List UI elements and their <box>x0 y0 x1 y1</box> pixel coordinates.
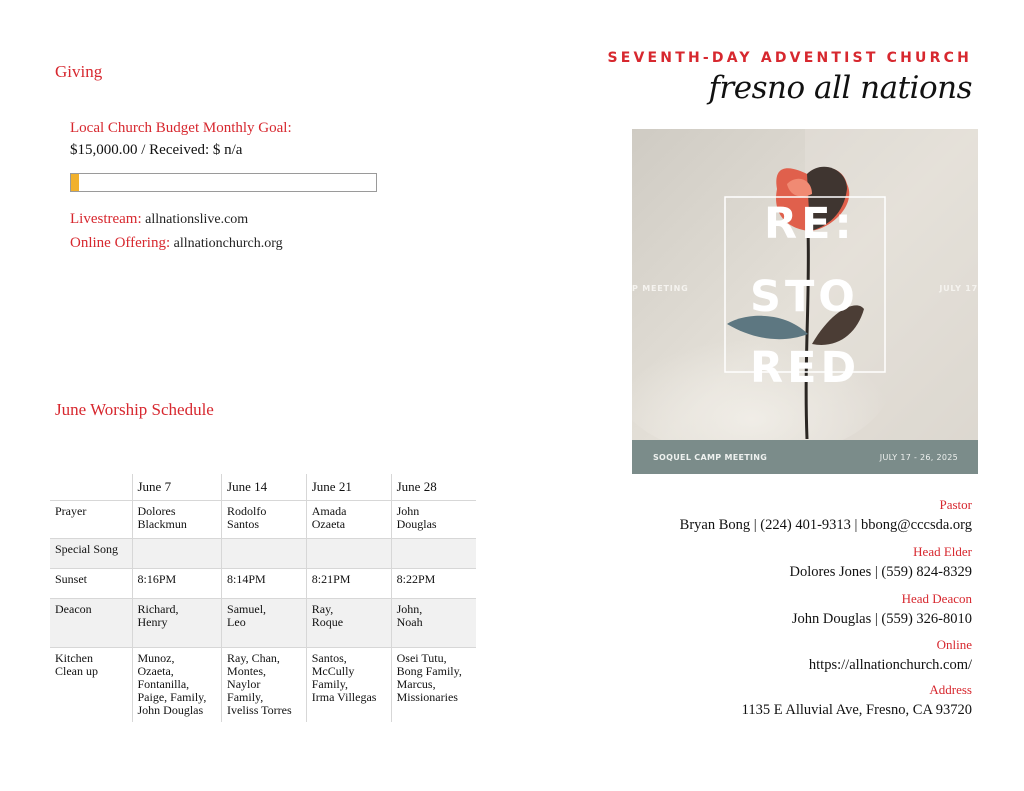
table-cell: Ray, Roque <box>306 598 391 647</box>
schedule-heading: June Worship Schedule <box>55 400 214 419</box>
church-subtitle: fresno all nations <box>708 70 972 106</box>
budget-goal-label: Local Church Budget Monthly Goal: <box>70 120 292 136</box>
table-cell: 8:21PM <box>306 568 391 598</box>
poster-word-sto: STO <box>750 272 859 322</box>
table-cell: 8:22PM <box>396 571 436 586</box>
livestream-line <box>70 211 248 228</box>
table-cell: Ray, Chan, Montes, Naylor Family, Iveliss Torres <box>222 647 307 722</box>
table-cell: Samuel, Leo <box>222 598 307 647</box>
offering-line <box>70 235 283 252</box>
livestream-label: Livestream: <box>70 211 142 227</box>
contact-online <box>809 637 972 675</box>
worship-schedule-table <box>50 474 476 722</box>
table-cell: John Douglas <box>396 503 437 531</box>
budget-progress-bar <box>70 173 377 192</box>
contact-detail: Bryan Bong | (224) 401-9313 | bbong@cccsda.org <box>679 517 972 533</box>
table-cell: Osei Tutu, Bong Family, Marcus, Missionaries <box>396 650 462 704</box>
contact-head-deacon <box>792 591 972 629</box>
table-cell: Munoz, Ozaeta, Fontanilla, Paige, Family, John Douglas <box>132 647 222 722</box>
table-cell: 8:16PM <box>132 568 222 598</box>
budget-progress-fill <box>71 174 79 191</box>
contact-role: Address <box>929 682 972 697</box>
table-row-deacon <box>50 598 476 647</box>
contact-role: Online <box>936 637 972 652</box>
contact-role: Head Elder <box>913 544 972 559</box>
row-label: Special Song <box>50 538 132 568</box>
table-cell <box>222 538 307 568</box>
table-cell: 8:14PM <box>222 568 307 598</box>
column-header: June 21 <box>306 474 391 500</box>
table-row-prayer <box>50 500 476 538</box>
church-name: SEVENTH-DAY ADVENTIST CHURCH <box>607 50 972 66</box>
contact-detail: 1135 E Alluvial Ave, Fresno, CA 93720 <box>741 702 972 718</box>
contact-detail: Dolores Jones | (559) 824-8329 <box>789 564 972 580</box>
table-row-special-song <box>50 538 476 568</box>
table-cell <box>306 538 391 568</box>
table-cell: Rodolfo Santos <box>222 500 307 538</box>
contact-role: Pastor <box>939 497 972 512</box>
row-label: Deacon <box>50 598 132 647</box>
table-row-sunset <box>50 568 476 598</box>
poster-side-text-right: JULY 17 <box>939 284 978 293</box>
budget-block <box>70 117 390 161</box>
giving-heading: Giving <box>55 62 103 81</box>
poster-side-text-left: P MEETING <box>632 284 689 293</box>
row-label: Prayer <box>50 500 132 538</box>
offering-label: Online Offering: <box>70 235 171 251</box>
column-header: June 7 <box>132 474 222 500</box>
budget-values: $15,000.00 / Received: $ n/a <box>70 142 243 158</box>
table-cell: Richard, Henry <box>132 598 222 647</box>
table-row-kitchen <box>50 647 476 722</box>
contact-role: Head Deacon <box>901 591 972 606</box>
poster-word-re: RE: <box>764 199 856 249</box>
table-cell <box>132 538 222 568</box>
poster-word-red: RED <box>750 343 861 393</box>
row-label: Kitchen Clean up <box>50 647 132 722</box>
table-cell: Dolores Blackmun <box>132 500 222 538</box>
contact-head-elder <box>789 544 972 582</box>
table-header-row <box>50 474 476 500</box>
poster-event-name: SOQUEL CAMP MEETING <box>653 453 768 462</box>
website-link[interactable]: https://allnationchurch.com/ <box>808 657 972 673</box>
table-corner-cell <box>50 474 132 500</box>
table-cell: John, Noah <box>396 601 423 629</box>
contact-detail: John Douglas | (559) 326-8010 <box>791 611 972 627</box>
column-header: June 14 <box>222 474 307 500</box>
table-cell <box>391 538 476 568</box>
table-cell: Santos, McCully Family, Irma Villegas <box>306 647 391 722</box>
table-cell: Amada Ozaeta <box>306 500 391 538</box>
poster-event-dates: JULY 17 - 26, 2025 <box>879 453 958 462</box>
poster-footer-bar <box>632 440 978 474</box>
camp-meeting-poster <box>632 129 978 474</box>
livestream-link[interactable]: allnationslive.com <box>145 212 249 227</box>
column-header: June 28 <box>396 479 437 494</box>
contact-pastor <box>680 497 972 535</box>
contact-address <box>742 682 972 720</box>
offering-link[interactable]: allnationchurch.org <box>173 236 283 251</box>
row-label: Sunset <box>50 568 132 598</box>
